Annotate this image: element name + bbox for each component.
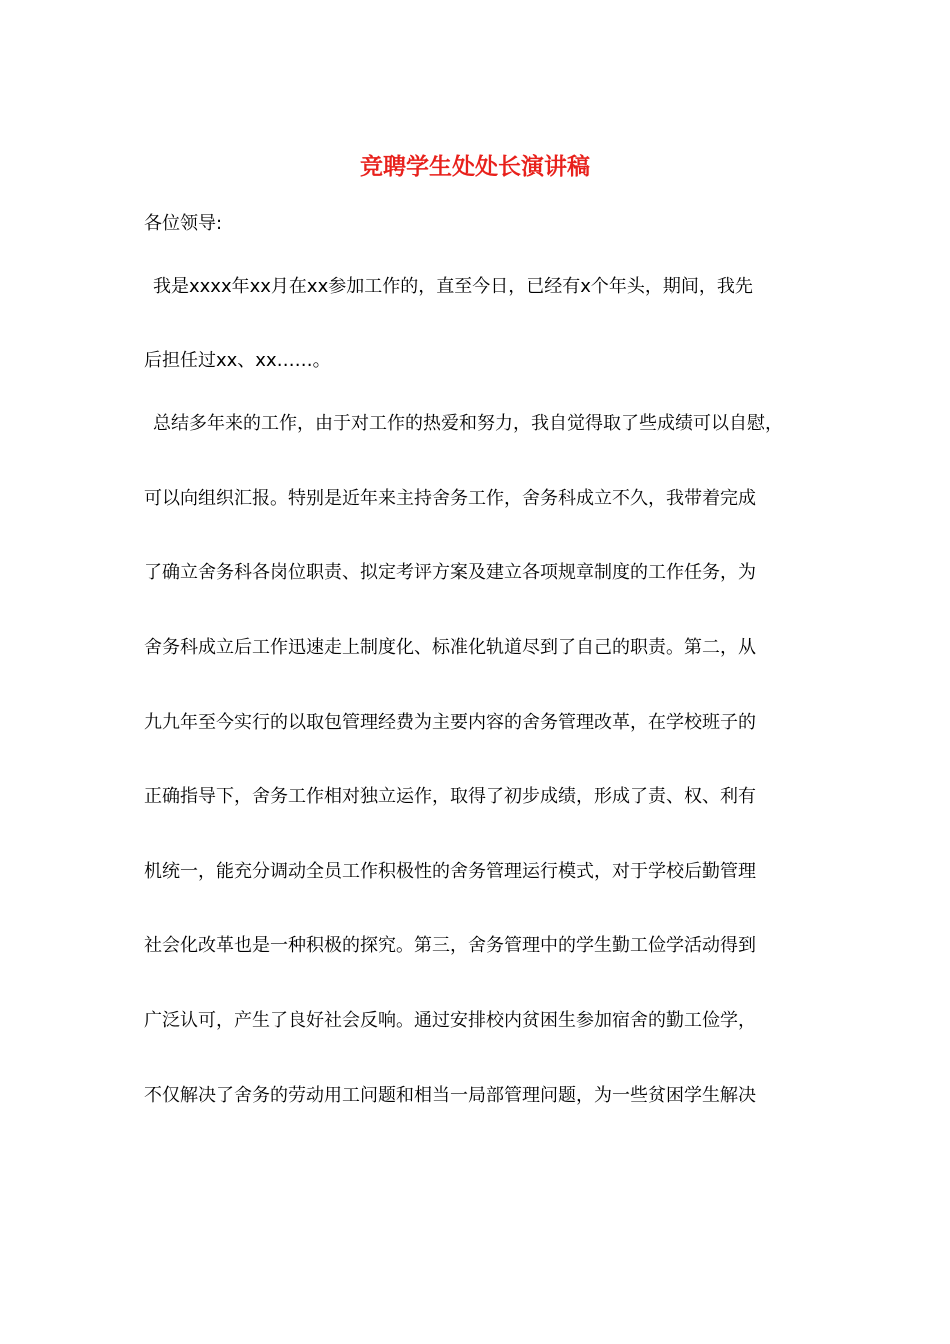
paragraph-line: 正确指导下，舍务工作相对独立运作，取得了初步成绩，形成了责、权、利有 [144,786,756,807]
paragraph-line: 舍务科成立后工作迅速走上制度化、标准化轨道尽到了自己的职责。第二，从 [144,637,756,658]
paragraph-line: 后担任过xx、xx……。 [144,350,331,371]
paragraph-line: 总结多年来的工作，由于对工作的热爱和努力，我自觉得取了些成绩可以自慰， [153,413,783,434]
paragraph-line: 不仅解决了舍务的劳动用工问题和相当一局部管理问题，为一些贫困学生解决 [144,1085,756,1106]
paragraph-line: 我是xxxx年xx月在xx参加工作的，直至今日，已经有x个年头，期间，我先 [153,276,753,297]
page-title: 竞聘学生处处长演讲稿 [360,153,590,180]
paragraph-line: 了确立舍务科各岗位职责、拟定考评方案及建立各项规章制度的工作任务，为 [144,562,756,583]
paragraph-line: 九九年至今实行的以取包管理经费为主要内容的舍务管理改革，在学校班子的 [144,712,756,733]
paragraph-line: 机统一，能充分调动全员工作积极性的舍务管理运行模式，对于学校后勤管理 [144,861,756,882]
paragraph-line: 可以向组织汇报。特别是近年来主持舍务工作，舍务科成立不久，我带着完成 [144,488,756,509]
salutation: 各位领导: [144,213,223,234]
paragraph-line: 社会化改革也是一种积极的探究。第三，舍务管理中的学生勤工俭学活动得到 [144,935,756,956]
paragraph-line: 广泛认可，产生了良好社会反响。通过安排校内贫困生参加宿舍的勤工俭学， [144,1010,756,1031]
